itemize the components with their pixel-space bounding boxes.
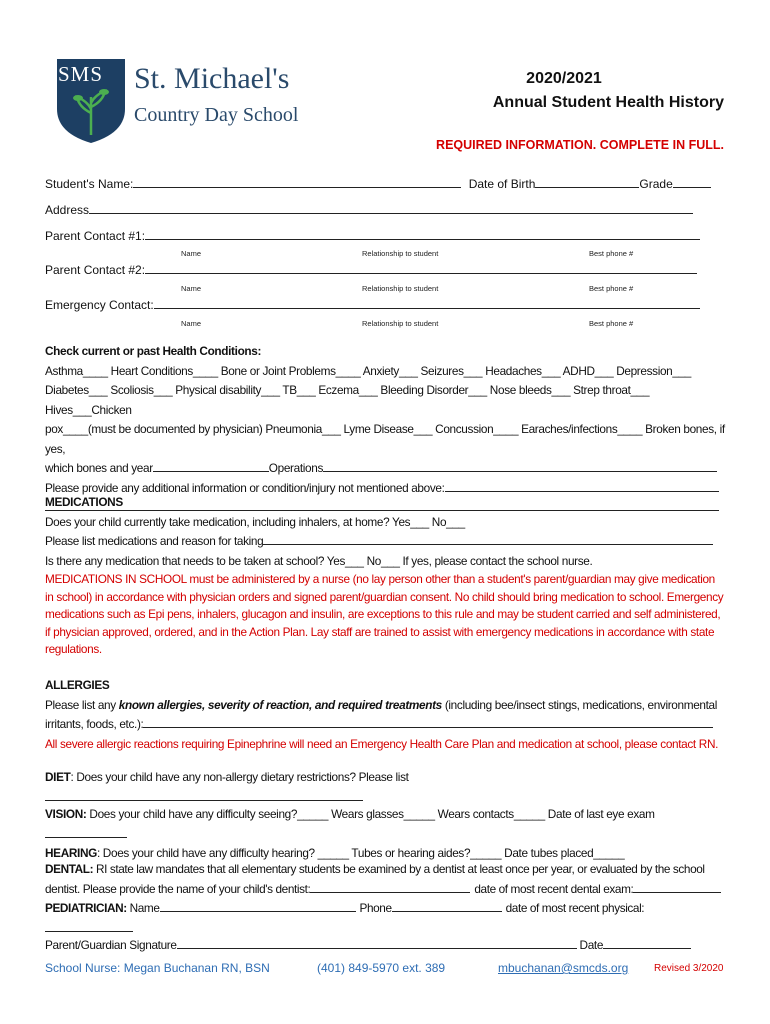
student-name-label: Student's Name: bbox=[45, 177, 134, 191]
allergies-field[interactable] bbox=[143, 716, 713, 728]
conditions-heading: Check current or past Health Conditions: bbox=[45, 344, 262, 358]
dental-section bbox=[45, 860, 725, 938]
pediatrician-phone-label: Phone bbox=[359, 901, 392, 915]
parent1-field[interactable] bbox=[145, 228, 700, 240]
pediatrician-phone-field[interactable] bbox=[392, 900, 502, 912]
diet-field[interactable] bbox=[45, 789, 363, 801]
parent1-row bbox=[45, 228, 720, 243]
pediatrician-name-field[interactable] bbox=[160, 900, 356, 912]
conditions-section bbox=[45, 342, 725, 518]
address-label: Address bbox=[45, 203, 90, 217]
footer-revised: Revised 3/2020 bbox=[654, 963, 724, 974]
parent1-phone-caption: Best phone # bbox=[589, 249, 634, 258]
diet-label: DIET bbox=[45, 770, 71, 784]
dentist-label: dentist. Please provide the name of your child's dentist: bbox=[45, 881, 311, 896]
emergency-phone-caption: Best phone # bbox=[589, 319, 634, 328]
conditions-line-2[interactable]: Diabetes___ Scoliosis___ Physical disability___ TB___ Eczema___ Bleeding Disorder___ Nose bleeds___ Strep throat___ Hives___Chicken bbox=[45, 383, 650, 417]
dental-text: RI state law mandates that all elementary students be examined by a dentist at least once per year, or evaluated by the school bbox=[93, 862, 705, 876]
required-notice: REQUIRED INFORMATION. COMPLETE IN FULL. bbox=[436, 138, 724, 152]
vision-label: VISION: bbox=[45, 807, 87, 821]
medications-section bbox=[45, 493, 725, 659]
parent1-label: Parent Contact #1: bbox=[45, 229, 146, 243]
operations-field[interactable] bbox=[323, 460, 717, 472]
diet-row bbox=[45, 768, 725, 807]
dental-label: DENTAL: bbox=[45, 862, 94, 876]
footer-nurse: School Nurse: Megan Buchanan RN, BSN bbox=[45, 961, 270, 975]
medications-q1[interactable]: Does your child currently take medication, including inhalers, at home? Yes___ No___ bbox=[45, 514, 465, 529]
conditions-line-3[interactable]: pox____(must be documented by physician) Pneumonia___ Lyme Disease___ Concussion____ Earaches/infections____ Broken bones, if yes, bbox=[45, 422, 725, 456]
parent2-field[interactable] bbox=[145, 262, 697, 274]
student-name-field[interactable] bbox=[133, 176, 461, 188]
parent2-label: Parent Contact #2: bbox=[45, 263, 146, 277]
parent2-row bbox=[45, 262, 720, 277]
allergies-notice: All severe allergic reactions requiring Epinephrine will need an Emergency Health Care Plan and medication at school, please contact RN. bbox=[45, 736, 719, 751]
additional-info-label: Please provide any additional information or condition/injury not mentioned above: bbox=[45, 480, 445, 495]
which-bones-field[interactable] bbox=[153, 460, 269, 472]
vision-question[interactable]: Does your child have any difficulty seeing?_____ Wears glasses_____ Wears contacts_____ Date of last eye exam bbox=[86, 807, 655, 821]
address-row bbox=[45, 202, 720, 217]
allergies-heading: ALLERGIES bbox=[45, 678, 110, 692]
medications-heading: MEDICATIONS bbox=[45, 495, 123, 509]
parent1-name-caption: Name bbox=[181, 249, 202, 258]
additional-info-field[interactable] bbox=[445, 480, 719, 492]
school-subtitle: Country Day School bbox=[134, 104, 299, 126]
school-name: St. Michael's bbox=[134, 62, 290, 95]
school-year: 2020/2021 bbox=[526, 70, 602, 87]
hearing-label: HEARING bbox=[45, 846, 97, 860]
operations-label: Operations bbox=[268, 461, 323, 475]
parent2-phone-caption: Best phone # bbox=[589, 284, 634, 293]
student-name-row bbox=[45, 176, 720, 191]
physical-date-label: date of most recent physical: bbox=[505, 901, 645, 915]
medications-q3[interactable]: Is there any medication that needs to be taken at school? Yes___ No___ If yes, please contact the school nurse. bbox=[45, 553, 593, 568]
medications-notice: MEDICATIONS IN SCHOOL must be administered by a nurse (no lay person other than a student's parent/guardian may give medication in school) in accordance with physician orders and signed parent/guardian consent. No child should bring medication to school. Emergency medications such as Epi pens, inhalers, glucagon and insulin, are exceptions to this rule and may be student carried and self administered, if physician approved, ordered, and in the Action Plan. Lay staff are trained to assist with emergency medications in accordance with state regulations. bbox=[45, 572, 724, 656]
emergency-name-caption: Name bbox=[181, 319, 202, 328]
hearing-question[interactable]: : Does your child have any difficulty hearing? _____ Tubes or hearing aides?_____ Date tubes placed_____ bbox=[96, 846, 625, 860]
pediatrician-name-label: Name bbox=[126, 901, 160, 915]
grade-field[interactable] bbox=[673, 176, 711, 188]
allergies-section bbox=[45, 676, 725, 754]
emergency-field[interactable] bbox=[154, 297, 700, 309]
dentist-name-field[interactable] bbox=[310, 881, 470, 893]
emergency-row bbox=[45, 297, 720, 312]
dental-exam-date-field[interactable] bbox=[633, 881, 721, 893]
which-bones-label: which bones and year bbox=[45, 461, 153, 475]
signature-label: Parent/Guardian Signature bbox=[45, 938, 177, 952]
address-field[interactable] bbox=[89, 202, 693, 214]
parent1-rel-caption: Relationship to student bbox=[362, 249, 439, 258]
signature-row bbox=[45, 936, 725, 956]
allergies-q-bold: known allergies, severity of reaction, and required treatments bbox=[118, 697, 442, 712]
form-title: Annual Student Health History bbox=[492, 94, 724, 111]
allergies-q-pre: Please list any bbox=[45, 697, 119, 712]
parent2-rel-caption: Relationship to student bbox=[362, 284, 439, 293]
dob-field[interactable] bbox=[535, 176, 639, 188]
signature-field[interactable] bbox=[177, 937, 577, 949]
emergency-label: Emergency Contact: bbox=[45, 298, 154, 312]
dental-exam-label: date of most recent dental exam: bbox=[474, 881, 634, 896]
footer-phone: (401) 849-5970 ext. 389 bbox=[317, 961, 446, 975]
signature-date-label: Date bbox=[579, 938, 604, 952]
allergies-q-line2: irritants, foods, etc.): bbox=[45, 717, 144, 731]
eye-exam-date-field[interactable] bbox=[45, 826, 127, 838]
medications-list-field[interactable] bbox=[263, 533, 713, 545]
logo-text: SMS bbox=[58, 62, 104, 86]
vision-hearing-section bbox=[45, 805, 725, 864]
parent2-name-caption: Name bbox=[181, 284, 202, 293]
emergency-rel-caption: Relationship to student bbox=[362, 319, 439, 328]
conditions-line-1[interactable]: Asthma____ Heart Conditions____ Bone or Joint Problems____ Anxiety___ Seizures___ Headaches___ ADHD___ Depression___ bbox=[45, 363, 692, 378]
allergies-q-post: (including bee/insect stings, medications, environmental bbox=[441, 697, 718, 712]
signature-date-field[interactable] bbox=[603, 937, 691, 949]
physical-date-field[interactable] bbox=[45, 920, 133, 932]
dob-label: Date of Birth bbox=[468, 177, 536, 191]
footer-email-link[interactable]: mbuchanan@smcds.org bbox=[498, 961, 629, 975]
grade-label: Grade bbox=[639, 177, 673, 191]
diet-question: : Does your child have any non-allergy dietary restrictions? Please list bbox=[70, 770, 409, 784]
medications-q2-label: Please list medications and reason for taking bbox=[45, 534, 264, 548]
pediatrician-label: PEDIATRICIAN: bbox=[45, 901, 127, 915]
